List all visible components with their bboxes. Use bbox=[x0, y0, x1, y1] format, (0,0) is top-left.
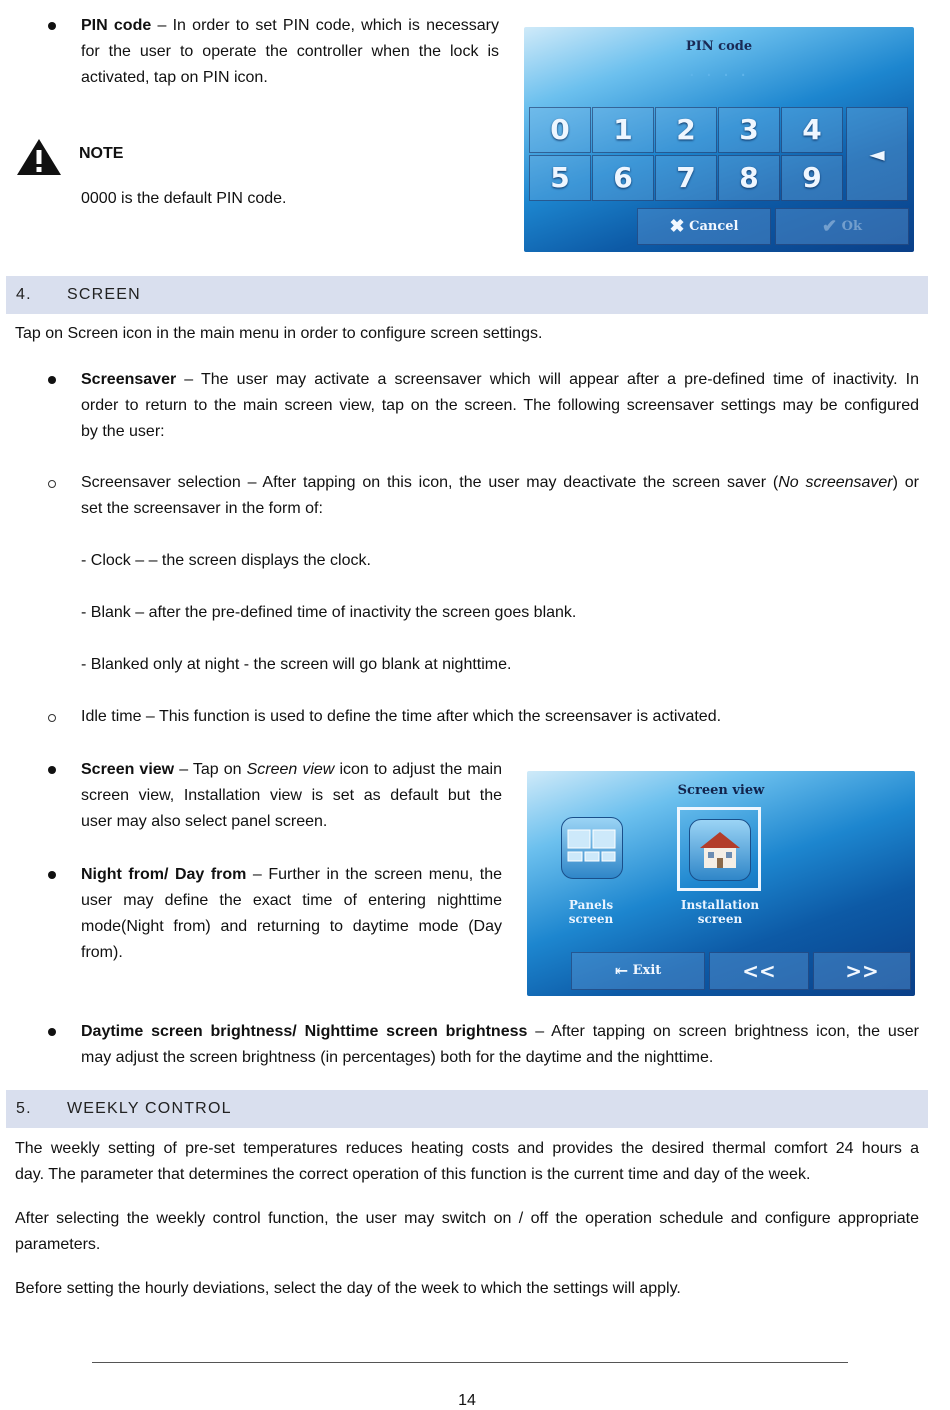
section-number: 5. bbox=[16, 1100, 32, 1117]
installation-screen-label: Installation screen bbox=[680, 898, 760, 926]
pin-code-paragraph: PIN code – In order to set PIN code, which is necessary for the user to operate the controller when the lock is activated, tap on PIN icon. bbox=[81, 17, 499, 86]
weekly-paragraph-2: After selecting the weekly control function, the user may switch on / off the operation schedule and configure appropriate parameters. bbox=[15, 1210, 919, 1253]
previous-button[interactable]: << bbox=[709, 952, 809, 990]
note-text: 0000 is the default PIN code. bbox=[81, 190, 287, 207]
blank-option: - Blank – after the pre-defined time of inactivity the screen goes blank. bbox=[81, 604, 577, 621]
ok-button[interactable]: ✔ Ok bbox=[775, 208, 909, 245]
sub-bullet-marker bbox=[48, 480, 56, 488]
section-heading-weekly-control bbox=[6, 1090, 928, 1128]
screen-view-title: Screen view bbox=[677, 783, 765, 798]
pin-code-term: PIN code bbox=[81, 17, 152, 34]
sub-bullet-marker bbox=[48, 714, 56, 722]
check-icon: ✔ bbox=[822, 216, 838, 237]
key-0[interactable]: 0 bbox=[529, 107, 591, 153]
exit-button[interactable]: ⇤ Exit bbox=[571, 952, 705, 990]
bullet-marker bbox=[48, 376, 56, 384]
key-4[interactable]: 4 bbox=[781, 107, 843, 153]
key-5[interactable]: 5 bbox=[529, 155, 591, 201]
section-title: SCREEN bbox=[67, 286, 141, 303]
bullet-marker bbox=[48, 22, 56, 30]
key-6[interactable]: 6 bbox=[592, 155, 654, 201]
pin-code-screen bbox=[524, 27, 914, 252]
exit-icon: ⇤ bbox=[614, 961, 629, 980]
bullet-marker bbox=[48, 1028, 56, 1036]
screensaver-selection-paragraph: Screensaver selection – After tapping on this icon, the user may deactivate the screen saver (No screensaver) or set the screensaver in the form of: bbox=[81, 474, 920, 517]
next-button[interactable]: >> bbox=[813, 952, 911, 990]
pin-entry-dots: . . . . bbox=[689, 59, 749, 81]
warning-icon bbox=[16, 137, 62, 177]
key-3[interactable]: 3 bbox=[718, 107, 780, 153]
pin-screen-title: PIN code bbox=[685, 39, 753, 54]
screensaver-term: Screensaver bbox=[81, 371, 177, 388]
brightness-paragraph: Daytime screen brightness/ Nighttime screen brightness – After tapping on screen brightness icon, the user may adjust the screen brightness (in percentages) both for the daytime and the nighttime. bbox=[81, 1023, 920, 1066]
close-icon: ✖ bbox=[669, 216, 685, 237]
brightness-term: Daytime screen brightness/ Nighttime screen brightness bbox=[81, 1023, 528, 1040]
panels-screen-option[interactable] bbox=[561, 817, 623, 879]
key-7[interactable]: 7 bbox=[655, 155, 717, 201]
installation-screen-option[interactable] bbox=[677, 807, 761, 891]
section-title: WEEKLY CONTROL bbox=[67, 1100, 232, 1117]
idle-time-paragraph: Idle time – This function is used to define the time after which the screensaver is activated. bbox=[81, 708, 722, 725]
section-number: 4. bbox=[16, 286, 32, 303]
house-icon bbox=[690, 820, 750, 880]
note-label: NOTE bbox=[79, 145, 124, 162]
blank-night-option: - Blanked only at night - the screen will go blank at nighttime. bbox=[81, 656, 512, 673]
backspace-key[interactable]: ◄ bbox=[846, 107, 908, 201]
panels-screen-label: Panels screen bbox=[568, 898, 614, 926]
night-from-paragraph: Night from/ Day from – Further in the screen menu, the user may define the exact time of entering nighttime mode(Night from) and returning to daytime mode (Day from). bbox=[81, 866, 502, 961]
key-1[interactable]: 1 bbox=[592, 107, 654, 153]
key-2[interactable]: 2 bbox=[655, 107, 717, 153]
weekly-paragraph-3: Before setting the hourly deviations, select the day of the week to which the settings will apply. bbox=[15, 1280, 681, 1297]
screen-view-term: Screen view bbox=[81, 761, 175, 778]
weekly-paragraph-1: The weekly setting of pre-set temperatures reduces heating costs and provides the desired thermal comfort 24 hours a day. The parameter that determines the correct operation of this function is the current time and day of the week. bbox=[15, 1140, 919, 1183]
screen-intro: Tap on Screen icon in the main menu in order to configure screen settings. bbox=[15, 325, 543, 342]
night-from-term: Night from/ Day from bbox=[81, 866, 247, 883]
screensaver-paragraph: Screensaver – The user may activate a screensaver which will appear after a pre-defined time of inactivity. In order to return to the main screen view, tap on the screen. The following screensaver settings may be configured by the user: bbox=[81, 371, 919, 440]
key-8[interactable]: 8 bbox=[718, 155, 780, 201]
footer-divider bbox=[92, 1362, 848, 1363]
clock-option: - Clock – – the screen displays the clock. bbox=[81, 552, 371, 569]
panels-icon bbox=[562, 818, 622, 878]
bullet-marker bbox=[48, 871, 56, 879]
bullet-marker bbox=[48, 766, 56, 774]
section-heading-screen bbox=[6, 276, 928, 314]
page-number: 14 bbox=[458, 1392, 476, 1409]
screen-view-screen bbox=[527, 771, 915, 996]
key-9[interactable]: 9 bbox=[781, 155, 843, 201]
screen-view-paragraph: Screen view – Tap on Screen view icon to adjust the main screen view, Installation view is set as default but the user may also select panel screen. bbox=[81, 761, 503, 830]
cancel-button[interactable]: ✖ Cancel bbox=[637, 208, 771, 245]
